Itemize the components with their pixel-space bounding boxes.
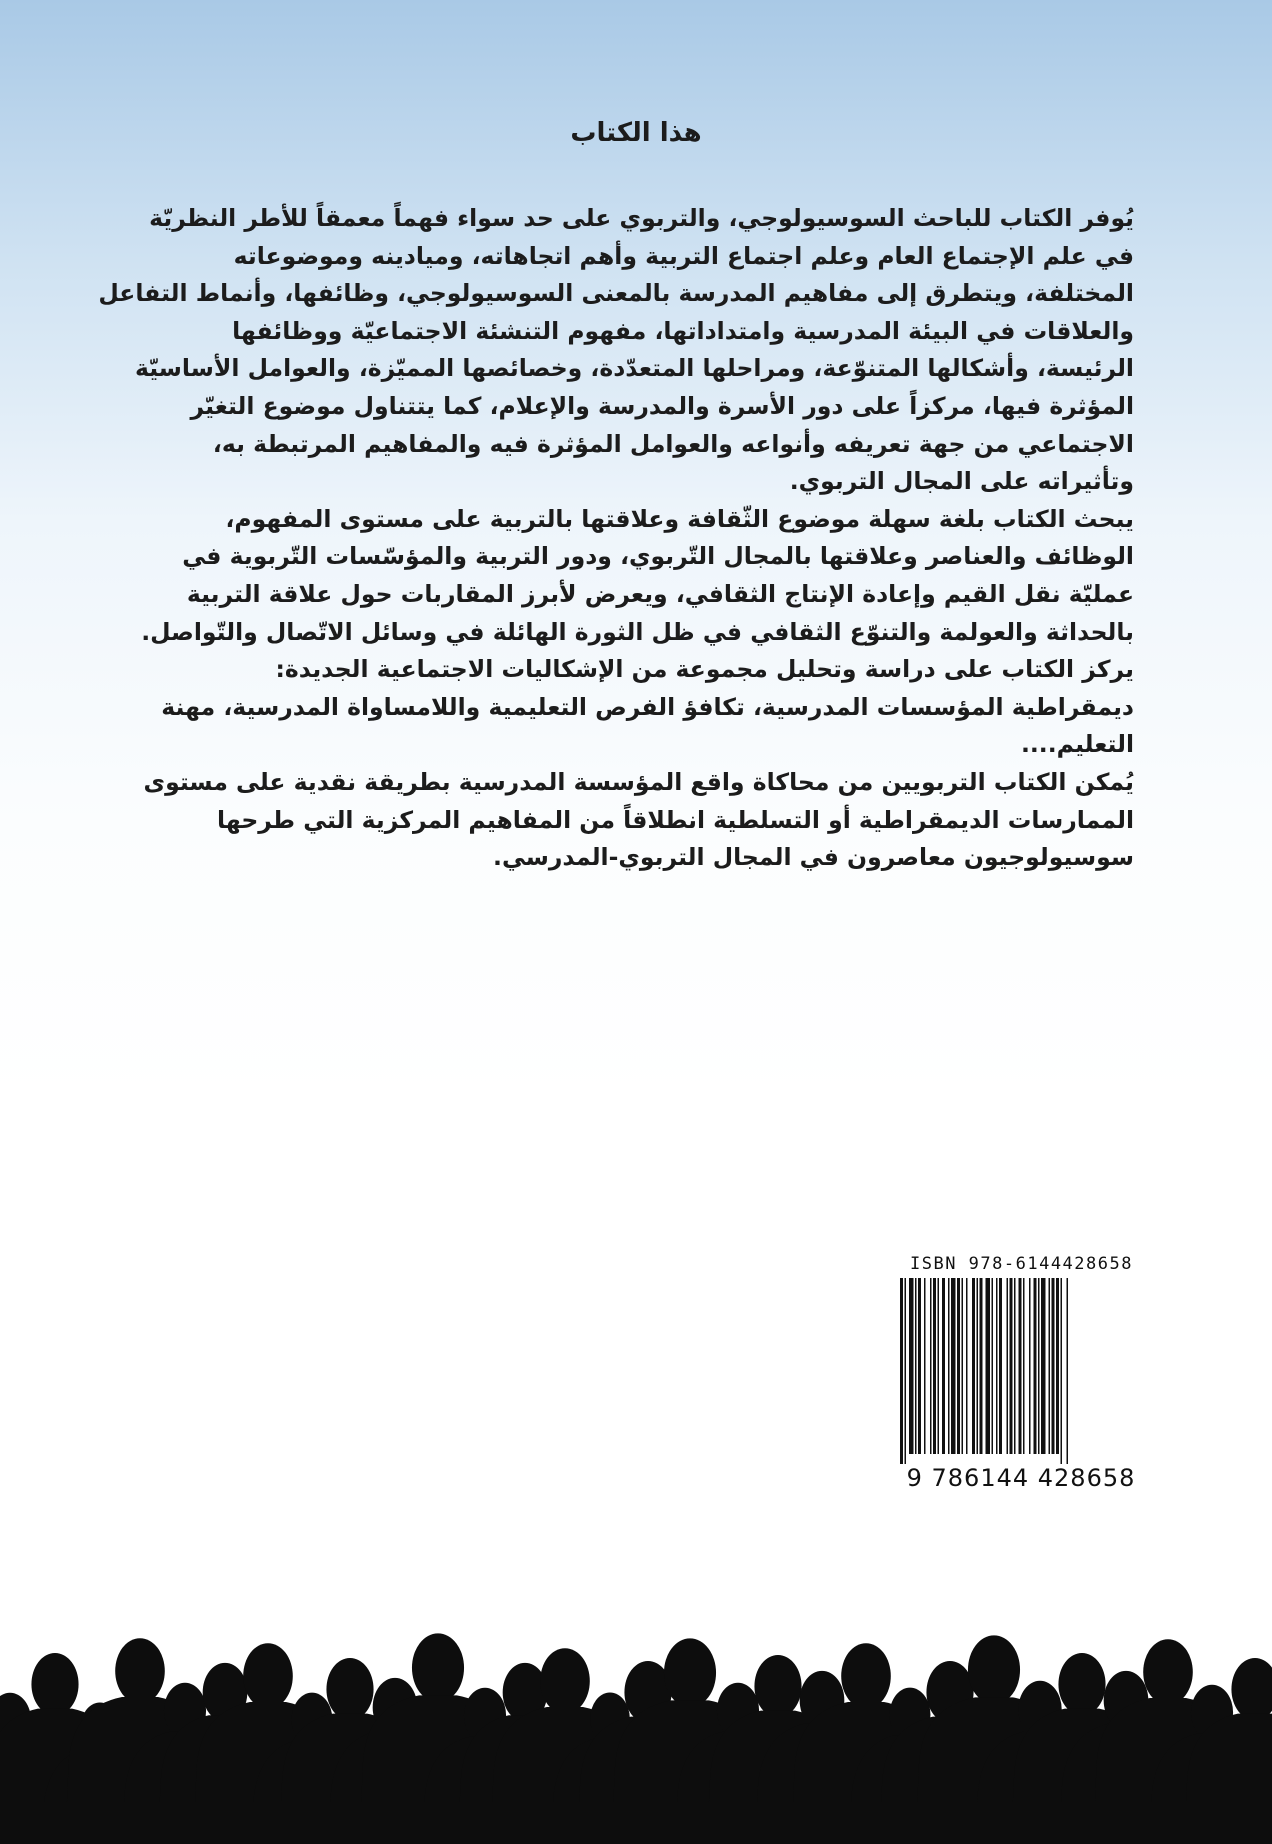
text-line: يُوفر الكتاب للباحث السوسيولوجي، والتربوي على حد سواء فهماً معمقاً للأطر النظريّة <box>149 204 1134 232</box>
barcode-bar <box>915 1278 917 1454</box>
silhouette-ground <box>0 1802 1272 1844</box>
silhouette-head <box>841 1643 891 1709</box>
silhouette-head <box>243 1643 293 1709</box>
text-line: الرئيسة، وأشكالها المتنوّعة، ومراحلها المتعدّدة، وخصائصها المميّزة، والعوامل الأساسيّة <box>134 354 1134 383</box>
barcode-bar <box>948 1278 950 1454</box>
text-line: التعليم.... <box>1020 730 1134 759</box>
silhouette-head <box>326 1658 373 1720</box>
barcode-bar <box>909 1278 914 1454</box>
barcode-bar <box>1061 1278 1063 1464</box>
barcode-bar <box>924 1278 926 1454</box>
silhouette-head <box>754 1655 801 1717</box>
barcode-bar <box>933 1278 936 1454</box>
barcode-bar <box>962 1278 964 1454</box>
barcode-bar <box>918 1278 921 1454</box>
silhouette-head <box>540 1648 590 1714</box>
silhouette-head <box>412 1633 464 1702</box>
barcode-digits: 9 786144 428658 <box>906 1464 1136 1492</box>
barcode-bar <box>992 1278 994 1454</box>
description-text <box>98 200 1134 877</box>
barcode-bar <box>1049 1278 1051 1454</box>
barcode-bar <box>1052 1278 1055 1454</box>
silhouette-head <box>1231 1658 1272 1720</box>
text-line: الممارسات الديمقراطية أو التسلطية انطلاقاً من المفاهيم المركزية التي طرحها <box>217 805 1134 834</box>
barcode-bar <box>905 1278 907 1464</box>
barcode-bar <box>942 1278 945 1454</box>
paragraph <box>143 764 1134 877</box>
barcode-bar <box>1029 1278 1031 1454</box>
text-line: بالحداثة والعولمة والتنوّع الثقافي في ظل الثورة الهائلة في وسائل الاتّصال والتّواصل. <box>141 617 1134 646</box>
barcode-bar <box>1014 1278 1016 1454</box>
barcode-bars <box>896 1278 1146 1464</box>
text-line: ديمقراطية المؤسسات المدرسية، تكافؤ الفرص التعليمية واللامساواة المدرسية، مهنة <box>161 692 1134 721</box>
paragraph <box>150 651 1134 764</box>
text-line: والعلاقات في البيئة المدرسية وامتداداتها، مفهوم التنشئة الاجتماعيّة ووظائفها <box>232 316 1134 345</box>
barcode-bar <box>957 1278 960 1454</box>
silhouette-head <box>968 1635 1020 1704</box>
isbn-barcode <box>890 1250 1152 1500</box>
barcode-bar <box>999 1278 1002 1454</box>
text-line: الوظائف والعناصر وعلاقتها بالمجال التّربوي، ودور التربية والمؤسّسات التّربوية في <box>182 542 1134 571</box>
silhouette-head <box>31 1653 78 1715</box>
barcode-bar <box>1041 1278 1046 1454</box>
barcode-bar <box>996 1278 998 1454</box>
barcode-bar <box>972 1278 975 1454</box>
barcode-bar <box>986 1278 991 1454</box>
barcode-bar <box>1007 1278 1009 1454</box>
text-line: يُمكن الكتاب التربويين من محاكاة واقع المؤسسة المدرسية بطريقة نقدية على مستوى <box>143 767 1134 796</box>
silhouette-head <box>1143 1639 1193 1705</box>
silhouette-head <box>1058 1653 1105 1715</box>
barcode-bar <box>1023 1278 1025 1454</box>
barcode-bar <box>951 1278 956 1454</box>
text-line: سوسيولوجيون معاصرون في المجال التربوي-المدرسي. <box>493 843 1134 872</box>
text-line: المؤثرة فيها، مركزاً على دور الأسرة والمدرسة والإعلام، كما يتتناول موضوع التغيّر <box>190 391 1134 420</box>
paragraph <box>98 200 1134 501</box>
barcode-bar <box>980 1278 983 1454</box>
barcode-bar <box>1038 1278 1040 1454</box>
isbn-label: ISBN 978-6144428658 <box>910 1254 1133 1274</box>
cover-heading: هذا الكتاب <box>570 118 702 148</box>
barcode-bar <box>900 1278 903 1464</box>
barcode-bar <box>938 1278 940 1454</box>
text-line: وتأثيراته على المجال التربوي. <box>789 467 1134 496</box>
crowd-silhouette <box>0 1540 1272 1844</box>
barcode-bar <box>930 1278 932 1454</box>
barcode-bar <box>977 1278 979 1454</box>
text-line: يبحث الكتاب بلغة سهلة موضوع الثّقافة وعلاقتها بالتربية على مستوى المفهوم، <box>225 504 1134 533</box>
barcode-bar <box>966 1278 968 1454</box>
paragraph <box>141 501 1134 651</box>
text-line: يركز الكتاب على دراسة وتحليل مجموعة من الإشكاليات الاجتماعية الجديدة: <box>275 655 1134 684</box>
barcode-bar <box>1010 1278 1013 1454</box>
barcode-bar <box>1056 1278 1059 1454</box>
text-line: المختلفة، ويتطرق إلى مفاهيم المدرسة بالمعنى السوسيولوجي، وظائفها، وأنماط التفاعل <box>98 279 1134 308</box>
barcode-bar <box>1034 1278 1037 1454</box>
silhouette-head <box>115 1638 165 1704</box>
text-line: عمليّة نقل القيم وإعادة الإنتاج الثقافي، ويعرض لأبرز المقاربات حول علاقة التربية <box>186 579 1134 608</box>
silhouette-head <box>664 1638 716 1707</box>
barcode-bar <box>1067 1278 1069 1464</box>
barcode-bar <box>1019 1278 1022 1454</box>
text-line: في علم الإجتماع العام وعلم اجتماع التربية وأهم اتجاهاته، وميادينه وموضوعاته <box>233 241 1134 270</box>
text-line: الاجتماعي من جهة تعريفه وأنواعه والعوامل المؤثرة فيه والمفاهيم المرتبطة به، <box>212 429 1134 458</box>
